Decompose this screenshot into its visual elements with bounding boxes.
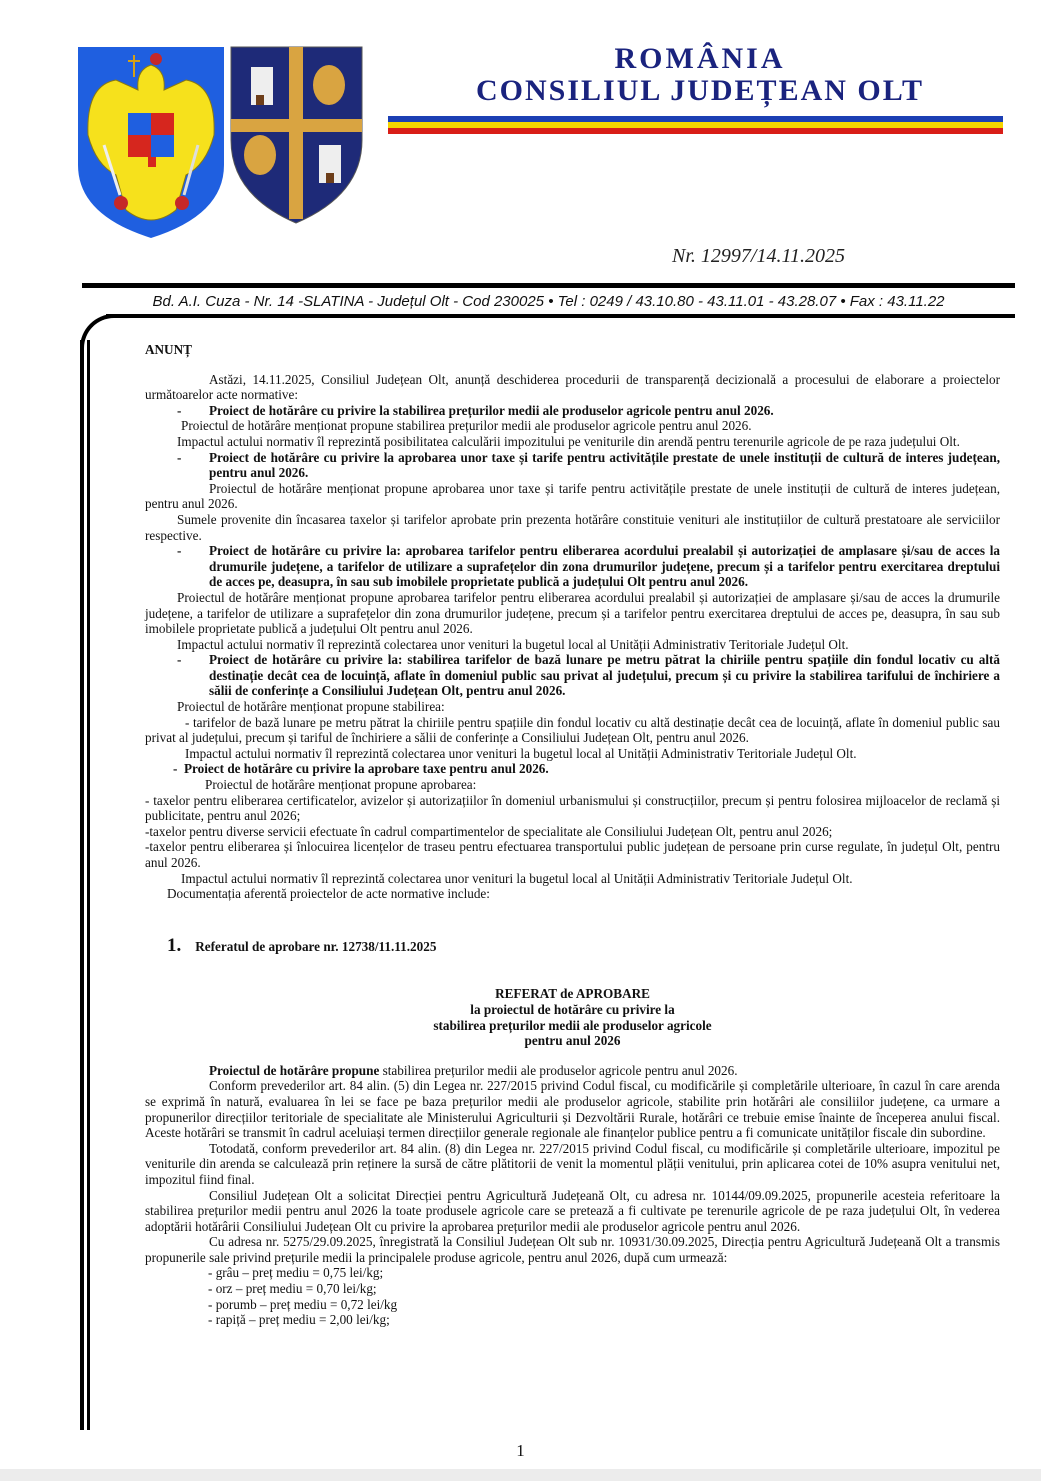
- project-title: - Proiect de hotărâre cu privire la aprobarea unor taxe și tarife pentru activitățile prestate de unele instituții de cultură de interes județean, pentru anul 2026.: [177, 449, 1000, 481]
- registration-number: Nr. 12997/14.11.2025: [672, 245, 845, 267]
- project-paragraph: Impactul actului normativ îl reprezintă colectarea unor venituri la bugetul local al Unității Administrativ Teritoriale Județul Olt.: [177, 636, 849, 652]
- olt-county-coat-of-arms-icon: [229, 45, 364, 225]
- referat-lead: Proiectul de hotărâre propune stabilirea prețurilor medii ale produselor agricole pentru anul 2026.: [209, 1062, 738, 1078]
- referat-subtitle: pentru anul 2026: [524, 1033, 621, 1049]
- price-item: - orz – preț mediu = 0,70 lei/kg;: [208, 1281, 377, 1297]
- frame-left-rule: [80, 340, 84, 1430]
- project-paragraph: - taxelor pentru eliberarea certificatelor, avizelor și autorizațiilor în domeniul urbanismului și construcțiilor, precum și pentru folosirea mijloacelor de reclamă și publicitate, pentru anul 2026;: [145, 792, 1000, 824]
- documentation-intro: Documentația aferentă proiectelor de acte normative include:: [167, 886, 490, 902]
- referat-subtitle: la proiectul de hotărâre cu privire la: [470, 1001, 675, 1017]
- referat-subtitle: stabilirea prețurilor medii ale produselor agricole: [433, 1017, 712, 1033]
- price-item: - rapiță – preț mediu = 2,00 lei/kg;: [208, 1312, 390, 1328]
- project-paragraph: -taxelor pentru diverse servicii efectuate în cadrul compartimentelor de specialitate ale Consiliului Județean Olt, pentru anul 2026;: [145, 823, 833, 839]
- header-rule: [82, 283, 1015, 288]
- project-paragraph: Proiectul de hotărâre menționat propune stabilirea:: [177, 699, 445, 715]
- referat-title: REFERAT de APROBARE: [495, 986, 650, 1002]
- project-title: - Proiect de hotărâre cu privire la aprobare taxe pentru anul 2026.: [173, 761, 549, 777]
- page-number: 1: [516, 1441, 525, 1460]
- document-list-item: 1. Referatul de aprobare nr. 12738/11.11.2025: [167, 934, 437, 956]
- announcement-title: ANUNȚ: [145, 342, 192, 357]
- address-line: Bd. A.I. Cuza - Nr. 14 -SLATINA - Județul Olt - Cod 230025 • Tel : 0249 / 43.10.80 - 43.11.01 - 43.28.07 • Fax : 43.11.22: [152, 293, 945, 310]
- project-paragraph: Proiectul de hotărâre menționat propune aprobarea:: [205, 777, 477, 793]
- project-paragraph: Sumele provenite din încasarea taxelor și tarifelor aprobate prin prezenta hotărâre constituie venituri ale instituțiilor de cultură prestatoare ale serviciilor respective.: [145, 511, 1000, 543]
- frame-corner: [80, 314, 120, 354]
- project-paragraph: Proiectul de hotărâre menționat propune aprobarea unor taxe și tarife pentru activitățile prestate de unele instituții de cultură de interes județean, pentru anul 2026.: [145, 480, 1000, 512]
- announcement-intro: Astăzi, 14.11.2025, Consiliul Județean Olt, anunță deschiderea procedurii de transparență decizională a procesului de elaborare a proiectelor următoarelor acte normative:: [145, 371, 1000, 403]
- institution-title: CONSILIUL JUDEȚEAN OLT: [475, 74, 925, 107]
- stripe-red: [388, 128, 1003, 134]
- project-paragraph: Impactul actului normativ îl reprezintă colectarea unor venituri la bugetul local al Unității Administrativ Teritoriale Județul Olt.: [181, 870, 853, 886]
- project-title: - Proiect de hotărâre cu privire la: stabilirea tarifelor de bază lunare pe metru pătrat la chiriile pentru spațiile din fondul locativ cu altă destinație decât cea de locuință, aflate în domeniul public sau privat al județului, precum și cu privire la stabilirea tarifului de închiriere a sălii de conferințe a Consiliului Județean Olt, pentru anul 2026.: [177, 652, 1000, 699]
- project-title: - Proiect de hotărâre cu privire la: aprobarea tarifelor pentru eliberarea acordului prealabil și autorizației de amplasare și/sau de acces la drumurile județene, a tarifelor de utilizare a suprafețelor din zona drumurilor județene, precum și a tarifelor pentru exercitarea dreptului de acces pe, deasupra, în sau sub imobilele proprietate publică a județului Olt pentru anul 2026.: [177, 543, 1000, 590]
- project-paragraph: -taxelor pentru eliberarea și înlocuirea licențelor de traseu pentru efectuarea transportului public județean de persoane prin curse regulate, în județul Olt, pentru anul 2026.: [145, 839, 1000, 870]
- referat-paragraph: Conform prevederilor art. 84 alin. (5) din Legea nr. 227/2015 privind Codul fiscal, cu modificările și completările ulterioare, în cazul în care arenda se exprimă în natură, evaluarea în lei se face pe baza prețurilor medii ale produselor agricole, stabilite prin hotărâri ale consiliilor județene, ca urmare a propunerilor direcțiilor teritoriale de specialitate ale Ministerului Agriculturii și Dezvoltării Rurale, hotărâri ce trebuie emise înainte de începerea anului fiscal. Aceste hotărâri se transmit în cadrul aceluiași termen direcțiilor generale regionale ale finanțelor publice pentru a fi comunicate unităților fiscale din subordine.: [145, 1078, 1000, 1141]
- referat-title-block: [145, 986, 1000, 1048]
- project-paragraph: Impactul actului normativ îl reprezintă posibilitatea calculării impozitului pe veniturile din arendă pentru terenurile agricole de pe raza județului Olt.: [177, 433, 960, 449]
- price-item: - porumb – preț mediu = 0,72 lei/kg: [208, 1296, 398, 1312]
- frame-top-rule: [106, 314, 1015, 318]
- frame-left-inner-rule: [87, 340, 90, 1430]
- project-paragraph: Proiectul de hotărâre menționat propune stabilirea prețurilor medii ale produselor agricole pentru anul 2026.: [181, 418, 752, 434]
- page-bottom-edge: [0, 1469, 1041, 1481]
- country-title: ROMÂNIA: [614, 42, 786, 75]
- tricolor-stripe: [388, 116, 1003, 134]
- project-title: - Proiect de hotărâre cu privire la stabilirea prețurilor medii ale produselor agricole pentru anul 2026.: [177, 402, 774, 418]
- project-paragraph: Proiectul de hotărâre menționat propune aprobarea tarifelor pentru eliberarea acordului prealabil și autorizației de amplasare și/sau de acces la drumurile județene, a tarifelor de utilizare a suprafețelor din zona drumurilor județene, precum și a tarifelor pentru exercitarea dreptului de acces pe, deasupra, în sau sub imobilele proprietate publică a județului Olt pentru anul 2026.: [145, 589, 1000, 637]
- referat-paragraph: Totodată, conform prevederilor art. 84 alin. (8) din Legea nr. 227/2015 privind Codul fiscal, cu modificările și completările ulterioare, impozitul pe veniturile din arenda se calculează prin reținere la sursă de către plătitorii de venit la momentul plății venitului, prin aplicarea cotei de 10% asupra venitului net, impozitul fiind final.: [145, 1140, 1000, 1187]
- referat-paragraph: Cu adresa nr. 5275/29.09.2025, înregistrată la Consiliul Județean Olt sub nr. 10931/30.09.2025, Direcția pentru Agricultură Județeană Olt a transmis propunerile sale privind prețurile medii la principalele produse agricole, pentru anul 2026, după cum urmează:: [145, 1234, 1000, 1265]
- romania-coat-of-arms-icon: [76, 45, 226, 240]
- project-paragraph: Impactul actului normativ îl reprezintă colectarea unor venituri la bugetul local al Unității Administrativ Teritoriale Județul Olt.: [185, 745, 857, 761]
- price-item: - grâu – preț mediu = 0,75 lei/kg;: [208, 1265, 384, 1281]
- referat-paragraph: Consiliul Județean Olt a solicitat Direcției pentru Agricultură Județeană Olt, cu adresa nr. 10144/09.09.2025, propunerile acesteia referitoare la stabilirea prețurilor medii pentru anul 2026 la toate produsele agricole care se pretează a fi cultivate pe terenurile agricole de pe raza județului Olt, în vederea adoptării hotărârii Consiliului Județean Olt cu privire la aprobarea prețurilor medii ale produselor agricole pentru anul 2026.: [145, 1187, 1000, 1234]
- document-body: [145, 342, 1000, 1328]
- project-paragraph: - tarifelor de bază lunare pe metru pătrat la chiriile pentru spațiile din fondul locativ cu altă destinație decât cea de locuință, aflate în domeniul public sau privat al județului, precum și tariful de închiriere a sălii de conferințe a Consiliului Județean Olt, pentru anul 2026.: [145, 714, 1000, 746]
